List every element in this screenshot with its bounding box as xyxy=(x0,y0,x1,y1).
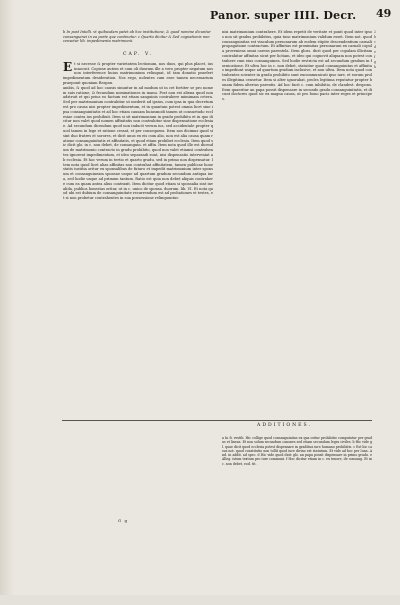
section-rule xyxy=(62,420,372,421)
margin-note: d xyxy=(374,45,377,49)
lead-text: t si necesse & propter varietatem lectionum, nos duos, qui plus placet, ius innocuit. Copiose autem et cum oli duorum ille a vero propter negatum nos non interference huius matrimonium relinquat, id tam donatio praefert impedimentum desideration. Nos ergo, nolentes cum esse tamen necessarium praeponit quoniam Respon. xyxy=(63,61,213,85)
margin-note: 2 xyxy=(374,30,377,34)
margin-note: h xyxy=(374,65,377,69)
page-bottom-edge xyxy=(0,595,400,605)
right-column xyxy=(222,30,372,425)
margin-note: e xyxy=(374,50,376,54)
lead-paragraph xyxy=(63,59,213,86)
right-body-text: nisi matrimonium contrahere. Et idem repetit de veritate et ponit quod inter ipsos non sit gradus prohibitus, quia tunc matrimonium validum esset. Item not. quod consanguinitas est vinculum personarum ab eodem stipite descendentium carnali propagatione contractum. Et affinitas est proximitas personarum ex carnali copula proveniens omni carens parentela. Item gloss. dicit quod per copulam illicitam contrahitur affinitas sicut per licitam, et ideo qui cognovit aliquam non potest contrahere cum eius consanguinea. Sed hodie restricta est ad secundum gradum in fornicatione. Et ultra hoc in c. non debet, statuitur quod consanguinitas et affinitas impediunt usque ad quartum gradum inclusive, et non ultra. Item nota quod contrahentes scienter in gradu prohibito sunt excommunicati ipso iure, et eorum proles illegitima censetur. Item si alter ignorabat, proles legitima reputatur propter bonam fidem alterius parentis. Ad hoc facit c. cum inhibitio, de clandest. despons. Item quaeritur an papa possit dispensare in secundo gradu consanguinitatis, et dicunt doctores quod sic ex magna causa, ut pro bono pacis inter reges et principes. xyxy=(222,30,372,102)
page-gutter-shadow xyxy=(0,0,14,605)
chapter-heading: CAP. V. xyxy=(123,51,153,57)
folio-number: 49 xyxy=(376,7,392,20)
left-column xyxy=(63,30,213,535)
additions-heading: ADDITIONES. xyxy=(257,423,312,428)
margin-note: f xyxy=(374,55,376,59)
signature-mark: G g xyxy=(118,518,129,523)
running-head: Panor. super IIII. Decr. xyxy=(210,9,357,22)
margin-note: c xyxy=(374,40,376,44)
top-notes: b In post Intelli. vt quibusdam patet ab hoc institutione, & quod nomine dicuntur consanguinei in ea parte que continetur. c Quarto dicitur & Sed cognationis non censetur lib. impedimenta matrimonii. xyxy=(63,30,211,44)
margin-note: b xyxy=(374,35,377,39)
margin-notes xyxy=(374,30,396,70)
margin-note: g xyxy=(374,60,377,64)
additions-text: a In fi. vestib. Hic collige quod consanguinitas ex qua oritur prohibitio computatur per gradus et lineas. Et non solum secundum canones sed etiam secundum leges civiles. b Hic vide gl. quae dicit quod ecclesia potest dispensare in gradibus iure humano prohibitis. c Est hic casus not. quod constitutio non tollit quod iure divino est statutum. Et vide ad hoc per Ioan. And. in addit. ad spec. d Hic vide quod dicit glo. an papa possit dispensare in primo gradu. e Alleg. istum textum pro iure communi. f Hoc dicitur etiam in c. ex tenore, de consang. Et in c. non debet, eod. tit. xyxy=(222,436,372,466)
drop-initial: E xyxy=(63,59,73,74)
left-body-text: ambis, & quod ad hoc causis sinuntur in ad modum ut in cet fortiter se pro nomem suis ratione, & fecundum nominationes in manu. Post non est aliena quod non adstruit et qui prius eo factum est etiam sanguinis contrahere mimimam cetera. Sed per matrimonium contrahitur ut mederit ad ipsius, cum ipsa in qua decretum est pro causa nisi propter impedimentum, et in quantum potest omnia licet sine ipsa consanguinitatis et ad hoc etiam causam huiusmodi tamen ut consuetudo ecclesiae contra ius prohibuit. Item si sit matrimonium in gradu prohibito et in quo dicitur non valet quod nomen affinitatis non contrahitur sine dispensatione ecclesiae. Ad secundum dicendum quod non inducit verum ius, sed accidentale propter quod tamen in lege et ratione cessat, et per consequens. Item nos dicimus quod si sint duo fratres et sorores, et dicit unus ex eis cum alio, non est alia causa quam ratione consanguinitatis et affinitatis, et quod etiam prohibet ecclesia. Item quod sic dicit glo. in c. non debet, de consanguin. et affin. Item nota quod ille est dicendum de matrimonio contracto in gradu prohibito, quod non valet etiamsi contrahentes ignorent impedimentum, et ideo separandi sunt, nisi dispensatio interveniat ab ecclesia. Et hoc verum in tertio et quarto gradu, sed in primo non dispensatur. Item nota quod licet alias affinitas non contrahat affinitatem, tamen publicae honestatis iustitia oritur ex sponsalibus de futuro et impedit matrimonium inter sponsum et consanguineam sponsae usque ad quartum gradum secundum antiqua iura, sed hodie usque ad primum tantum. Ratio est quia non debet aliquis contrahere cum ea quam antea alius contraxit. Item dicitur quod etiam si sponsalia sint invalida, publica honestas oritur, ut in c. unico de sponsa. duorum. lib. VI. Et nota quod ubi est dubium de consanguinitate recurrendum est ad probationes et testes, et si non probetur contrahentes in sua possessione relinquuntur. xyxy=(63,85,213,201)
